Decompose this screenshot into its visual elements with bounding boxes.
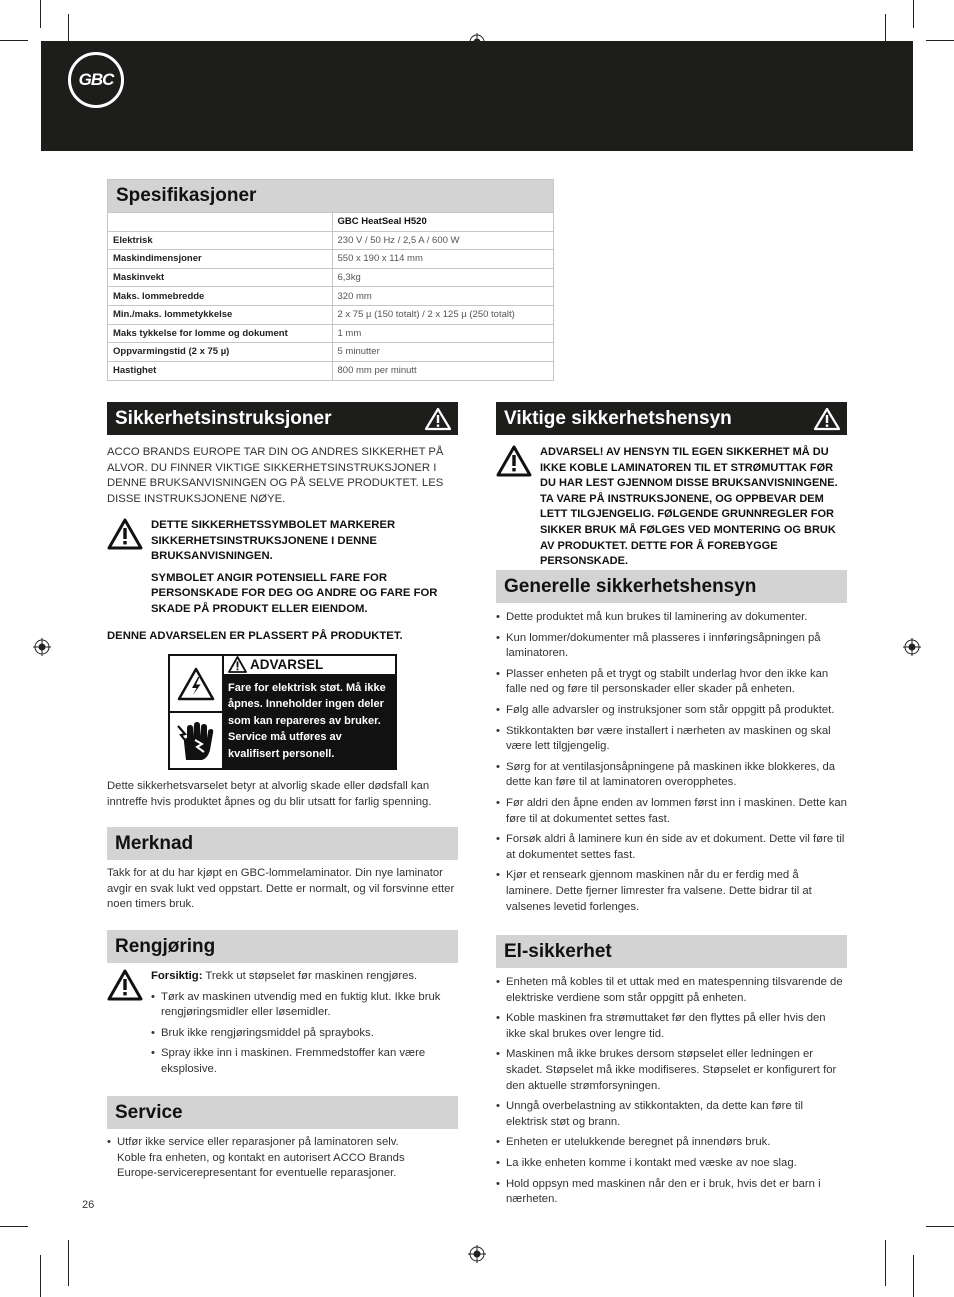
caution-label: Forsiktig:	[151, 970, 203, 982]
list-item: • Stikkontakten bør være installert i nærheten av maskinen og skal være lett tilgjengelig.	[496, 724, 847, 755]
crop-mark	[40, 1255, 41, 1297]
crop-mark	[40, 0, 41, 28]
safety-intro: ACCO BRANDS EUROPE TAR DIN OG ANDRES SIKKERHET PÅ ALVOR. DU FINNER VIKTIGE SIKKERHETSINSTRUKSJONER I DENNE BRUKSANVISNINGEN OG PÅ SELVE PRODUKTET. LES DISSE INSTRUKSJONENE NØYE.	[107, 446, 444, 505]
warning-explanation: Dette sikkerhetsvarselet betyr at alvorlig skade eller dødsfall kan inntreffe hvis produktet åpnes og du blir utsatt for farlig spenning.	[107, 780, 432, 808]
general-safety-list	[496, 610, 847, 915]
registration-mark-icon	[903, 638, 921, 656]
crop-mark	[926, 1226, 954, 1227]
electric-hazard-icon	[177, 667, 215, 701]
table-row: Maks. lommebredde 320 mm	[108, 287, 553, 306]
service-title: Service	[107, 1096, 458, 1129]
symbol-hazard-text: SYMBOLET ANGIR POTENSIELL FARE FOR PERSONSKADE FOR DEG OG ANDRE OG FARE FOR SKADE PÅ PRODUKT ELLER EIENDOM.	[151, 571, 438, 615]
list-item: • Utfør ikke service eller reparasjoner på laminatoren selv. Koble fra enheten, og kontakt en autorisert ACCO Brands Europe-servicerepresentant for eventuelle reparasjoner.	[107, 1135, 418, 1182]
header-band	[41, 41, 913, 151]
list-item: • Maskinen må ikke brukes dersom støpselet eller ledningen er skadet. Støpselet må ikke modifiseres. Støpselet er konfigurert for den aktuelle strømforsyningen.	[496, 1047, 847, 1094]
product-warning-label	[168, 654, 397, 770]
cleaning-block	[107, 969, 458, 1078]
registration-mark-icon	[33, 638, 51, 656]
general-safety-title: Generelle sikkerhetshensyn	[496, 570, 847, 603]
safety-intro-block	[107, 445, 458, 507]
important-safety-header	[496, 402, 847, 435]
warning-triangle-icon	[424, 407, 452, 431]
important-safety-text: ADVARSEL! AV HENSYN TIL EGEN SIKKERHET MÅ DU IKKE KOBLE LAMINATOREN TIL ET STRØMUTTAK FØR DU HAR LEST GJENNOM DISSE BRUKSANVISNINGENE. TA VARE PÅ INSTRUKSJONENE, OG OPPBEVAR DEM LETT TILGJENGELIG. FØLGENDE GRUNNREGLER FOR SIKKER BRUK MÅ FØLGES VED MONTERING OG BRUK AV PRODUKTET. DETTE FOR Å FOREBYGGE PERSONSKADE.	[540, 446, 838, 568]
list-item: • Plasser enheten på et trygt og stabilt underlag hvor den ikke kan falle ned og føre til personskader eller skader på enheten.	[496, 667, 847, 698]
list-item: • Enheten er utelukkende beregnet på innendørs bruk.	[496, 1135, 847, 1151]
electric-shock-hand-icon	[176, 720, 216, 762]
label-warning-heading: ADVARSEL	[250, 657, 324, 673]
warning-triangle-icon	[496, 445, 532, 477]
list-item: • Unngå overbelastning av stikkontakten, da dette kan føre til elektrisk støt og brann.	[496, 1099, 847, 1130]
crop-mark	[68, 1240, 69, 1286]
table-row: Oppvarmingstid (2 x 75 µ) 5 minutter	[108, 343, 553, 362]
crop-mark	[913, 1255, 914, 1297]
table-row: Hastighet 800 mm per minutt	[108, 361, 553, 380]
list-item: • Følg alle advarsler og instruksjoner som står oppgitt på produktet.	[496, 703, 847, 719]
registration-mark-icon	[468, 1245, 486, 1263]
crop-mark	[0, 40, 28, 41]
page-number: 26	[82, 1199, 95, 1211]
table-row: Min./maks. lommetykkelse 2 x 75 µ (150 totalt) / 2 x 125 µ (250 totalt)	[108, 305, 553, 324]
model-name: GBC HeatSeal H520	[332, 213, 553, 232]
note-title: Merknad	[107, 827, 458, 860]
list-item: • Koble maskinen fra strømuttaket før den flyttes på eller hvis den ikke skal brukes over lengre tid.	[496, 1011, 847, 1042]
list-item: • Sørg for at ventilasjonsåpningene på maskinen ikke blokkeres, da dette kan føre til at laminatoren overopphetes.	[496, 760, 847, 791]
table-row: Maks tykkelse for lomme og dokument 1 mm	[108, 324, 553, 343]
specifications-title: Spesifikasjoner	[108, 180, 553, 212]
note-text: Takk for at du har kjøpt en GBC-lommelaminator. Din nye laminator avgir en svak lukt ved oppstart. Dette er normalt, og vil forsvinne etter noen timers bruk.	[107, 867, 455, 911]
important-safety-block	[496, 445, 850, 570]
crop-mark	[885, 1240, 886, 1286]
caution-text: Trekk ut støpselet før maskinen rengjøres.	[205, 970, 418, 982]
important-safety-title: Viktige sikkerhetshensyn	[504, 407, 732, 429]
safety-instructions-header	[107, 402, 458, 435]
warning-triangle-icon	[228, 656, 247, 673]
symbol-description: DETTE SIKKERHETSSYMBOLET MARKERER SIKKERHETSINSTRUKSJONENE I DENNE BRUKSANVISNINGEN.	[151, 519, 396, 563]
list-item: • Kun lommer/dokumenter må plasseres i innføringsåpningen på laminatoren.	[496, 631, 847, 662]
list-item: • Hold oppsyn med maskinen når den er i bruk, hvis det er barn i nærheten.	[496, 1177, 847, 1208]
warning-triangle-icon	[107, 518, 143, 550]
list-item: • La ikke enheten komme i kontakt med væske av noe slag.	[496, 1156, 847, 1172]
crop-mark	[0, 1226, 28, 1227]
list-item: • Kjør et renseark gjennom maskinen når du er ferdig med å laminere. Dette fjerner limrester fra valsene. Dette bidrar til at valsenes levetid forlenges.	[496, 868, 847, 915]
table-row: Maskindimensjoner 550 x 190 x 114 mm	[108, 250, 553, 269]
list-item: • Før aldri den åpne enden av lommen først inn i maskinen. Dette kan føre til at dokumentet settes fast.	[496, 796, 847, 827]
safety-symbol-block	[107, 518, 458, 644]
list-item: • Tørk av maskinen utvendig med en fuktig klut. Ikke bruk rengjøringsmidler eller løsemidler.	[151, 990, 458, 1021]
list-item: • Forsøk aldri å laminere kun én side av et dokument. Dette vil føre til at dokumentet settes fast.	[496, 832, 847, 863]
list-item: • Dette produktet må kun brukes til laminering av dokumenter.	[496, 610, 847, 626]
gbc-logo: GBC	[68, 52, 124, 108]
safety-instructions-title: Sikkerhetsinstruksjoner	[115, 407, 332, 429]
list-item: • Bruk ikke rengjøringsmiddel på sprayboks.	[151, 1026, 458, 1042]
electrical-safety-list	[496, 975, 847, 1208]
specifications-table	[107, 179, 554, 381]
list-item: • Enheten må kobles til et uttak med en matespenning tilsvarende de elektriske verdiene som står oppgitt på enheten.	[496, 975, 847, 1006]
table-row: Elektrisk 230 V / 50 Hz / 2,5 A / 600 W	[108, 231, 553, 250]
label-warning-text: Fare for elektrisk støt. Må ikke åpnes. Inneholder ingen deler som kan repareres av bruker. Service må utføres av kvalifisert personell.	[224, 674, 395, 769]
warning-triangle-icon	[107, 969, 143, 1001]
crop-mark	[926, 40, 954, 41]
cleaning-title: Rengjøring	[107, 930, 458, 963]
list-item: • Spray ikke inn i maskinen. Fremmedstoffer kan være eksplosive.	[151, 1046, 458, 1077]
crop-mark	[913, 0, 914, 28]
label-placement-text: DENNE ADVARSELEN ER PLASSERT PÅ PRODUKTET.	[107, 629, 403, 642]
electrical-safety-title: El-sikkerhet	[496, 935, 847, 968]
table-row: Maskinvekt 6,3kg	[108, 268, 553, 287]
warning-triangle-icon	[813, 407, 841, 431]
